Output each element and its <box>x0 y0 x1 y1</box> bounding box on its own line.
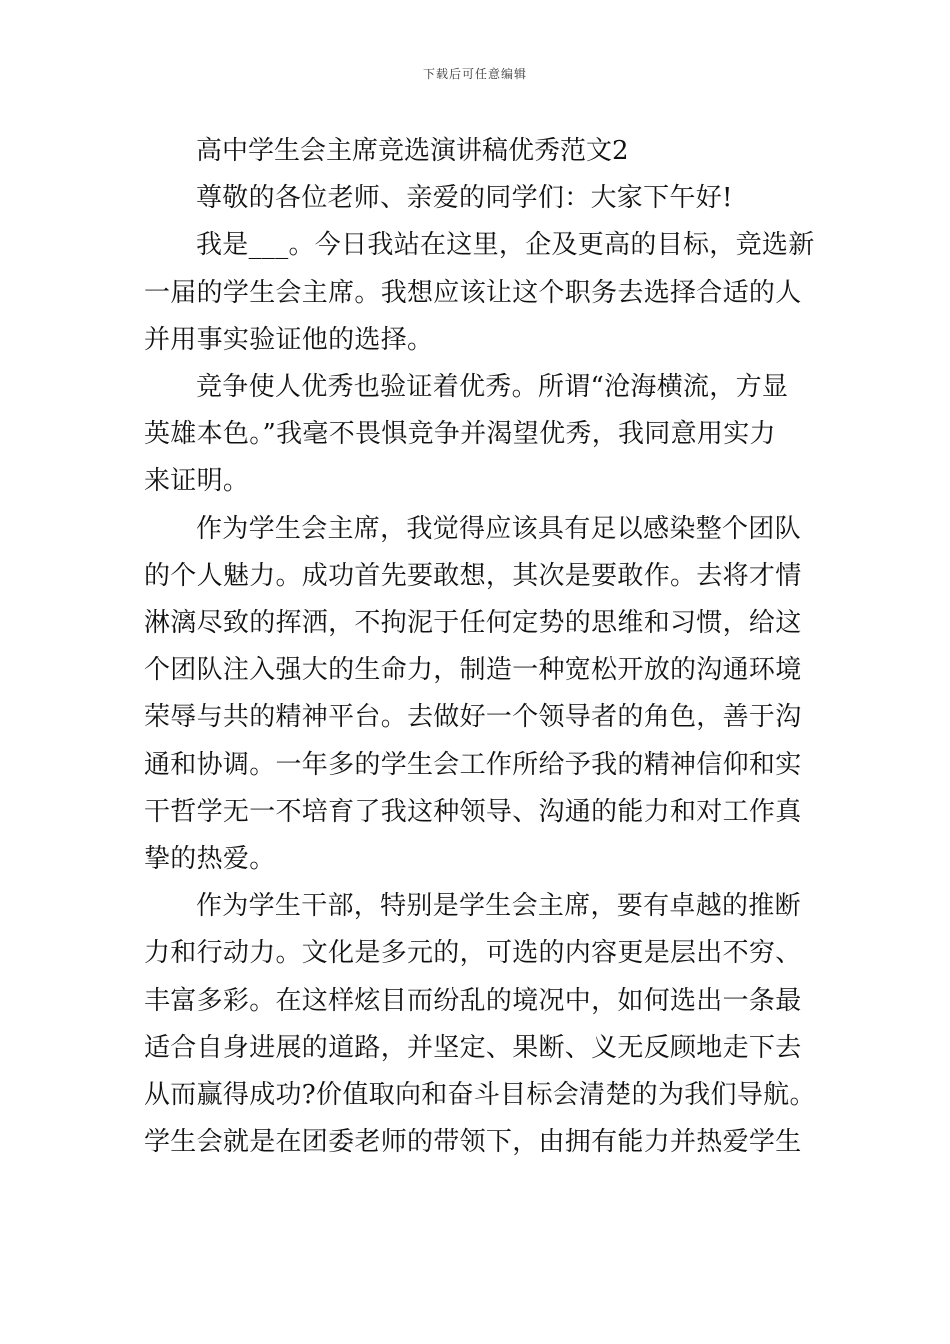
paragraph-line: 挚的热爱。 <box>144 844 276 875</box>
document-body <box>144 128 816 1166</box>
paragraph-line: 竞争使人优秀也验证着优秀。所谓“沧海横流，方显 <box>196 372 789 403</box>
paragraph-line: 适合自身进展的道路，并坚定、果断、义无反顾地走下去 <box>144 1032 802 1063</box>
paragraph-line: 淋漓尽致的挥洒，不拘泥于任何定势的思维和习惯，给这 <box>144 608 802 639</box>
paragraph-2 <box>144 364 808 506</box>
greeting: 尊敬的各位老师、亲爱的同学们：大家下午好! <box>196 183 733 214</box>
page-header: 下载后可任意编辑 <box>422 67 527 81</box>
paragraph-line: 学生会就是在团委老师的带领下，由拥有能力并热爱学生 <box>144 1127 802 1158</box>
paragraph-line: 从而赢得成功?价值取向和奋斗目标会清楚的为我们导航。 <box>144 1080 816 1111</box>
paragraph-line: 我是___。今日我站在这里，企及更高的目标，竞选新 <box>196 230 815 261</box>
paragraph-line: 的个人魅力。成功首先要敢想，其次是要敢作。去将才情 <box>144 560 802 591</box>
paragraph-line: 来证明。 <box>144 466 250 497</box>
paragraph-3 <box>144 506 808 884</box>
paragraph-line: 通和协调。一年多的学生会工作所给予我的精神信仰和实 <box>144 749 802 780</box>
document-title: 高中学生会主席竞选演讲稿优秀范文2 <box>196 136 629 166</box>
paragraph-line: 个团队注入强大的生命力，制造一种宽松开放的沟通环境 <box>144 655 802 686</box>
paragraph-4 <box>144 883 816 1166</box>
paragraph-line: 荣辱与共的精神平台。去做好一个领导者的角色，善于沟 <box>144 702 802 733</box>
paragraph-line: 丰富多彩。在这样炫目而纷乱的境况中，如何选出一条最 <box>144 985 802 1016</box>
paragraph-line: 一届的学生会主席。我想应该让这个职务去选择合适的人 <box>144 277 802 308</box>
paragraph-line: 力和行动力。文化是多元的，可选的内容更是层出不穷、 <box>144 938 802 969</box>
paragraph-line: 干哲学无一不培育了我这种领导、沟通的能力和对工作真 <box>144 796 802 827</box>
paragraph-line: 作为学生会主席，我觉得应该具有足以感染整个团队 <box>196 513 801 544</box>
paragraph-1 <box>144 222 815 364</box>
paragraph-line: 英雄本色。”我毫不畏惧竞争并渴望优秀，我同意用实力 <box>144 419 776 450</box>
paragraph-line: 作为学生干部，特别是学生会主席，要有卓越的推断 <box>196 891 801 922</box>
paragraph-line: 并用事实验证他的选择。 <box>144 324 434 355</box>
